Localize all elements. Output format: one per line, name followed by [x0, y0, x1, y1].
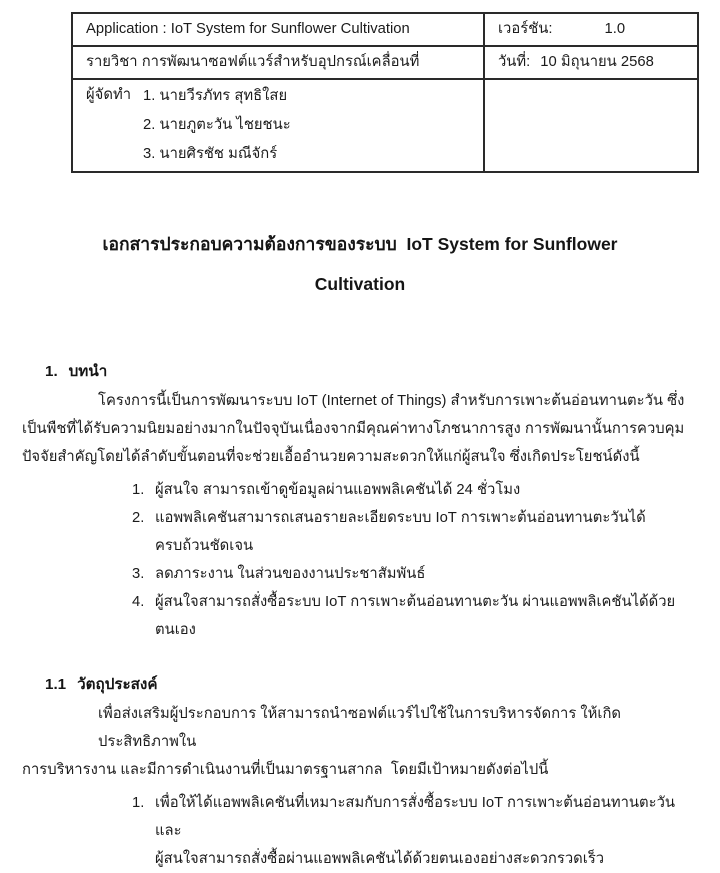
goals-list — [22, 789, 698, 873]
authors-cell — [72, 79, 484, 172]
version-cell — [484, 13, 698, 46]
date-cell — [484, 46, 698, 79]
paragraph-line: การบริหารงาน และมีการดำเนินงานที่เป็นมาตรฐานสากล โดยมีเป้าหมายดังต่อไปนี้ — [22, 762, 549, 778]
empty-cell — [484, 79, 698, 172]
author-item: 2. นายภูตะวัน ไชยชนะ — [143, 117, 291, 133]
document-title-line1: เอกสารประกอบความต้องการของระบบ IoT System for Sunflower — [102, 234, 618, 254]
list-item-number: 2. — [132, 510, 145, 526]
section-objectives-number: 1.1 — [45, 676, 67, 693]
application-cell — [72, 13, 484, 46]
section-intro-title: บทนำ — [68, 363, 108, 380]
list-item-number: 1. — [132, 795, 145, 811]
list-item-text: แอพพลิเคชันสามารถเสนอรายละเอียดระบบ IoT การเพาะต้นอ่อนทานตะวันได้ — [155, 510, 646, 526]
paragraph-line: เป็นพืชที่ได้รับความนิยมอย่างมากในปัจจุบันเนื่องจากมีคุณค่าทางโภชนาการสูง การพัฒนานั้นการควบคุม — [22, 421, 685, 437]
list-item-number: 3. — [132, 566, 145, 582]
course-cell — [72, 46, 484, 79]
benefits-list — [22, 476, 698, 644]
document-title — [22, 224, 698, 304]
list-item — [132, 476, 698, 504]
objectives-paragraph — [22, 700, 698, 784]
table-row — [72, 46, 698, 79]
application-title: Application : IoT System for Sunflower Cultivation — [86, 21, 410, 37]
authors-label: ผู้จัดทำ — [86, 87, 132, 103]
list-item-continuation: ครบถ้วนชัดเจน — [155, 538, 254, 554]
list-item-continuation: ตนเอง — [155, 622, 196, 638]
table-row — [72, 79, 698, 172]
list-item-text: ลดภาระงาน ในส่วนของงานประชาสัมพันธ์ — [155, 566, 426, 582]
list-item-text: ผู้สนใจสามารถสั่งซื้อระบบ IoT การเพาะต้นอ่อนทานตะวัน ผ่านแอพพลิเคชันได้ด้วย — [155, 594, 676, 610]
date-value: 10 มิถุนายน 2568 — [540, 54, 654, 70]
header-table — [71, 12, 699, 173]
version-label: เวอร์ชัน: — [498, 21, 553, 37]
list-item-text: ผู้สนใจ สามารถเข้าดูข้อมูลผ่านแอพพลิเคชันได้ 24 ชั่วโมง — [155, 482, 521, 498]
list-item — [132, 588, 698, 616]
list-item-continuation-clipped: ผู้สนใจสามารถสั่งซื้อผ่านแอพพลิเคชันได้ด้วยตนเองอย่างสะดวกรวดเร็ว — [155, 851, 605, 867]
list-item — [132, 560, 698, 588]
version-value: 1.0 — [604, 21, 626, 37]
course-name: รายวิชา การพัฒนาซอฟต์แวร์สำหรับอุปกรณ์เคลื่อนที่ — [86, 54, 420, 70]
list-item — [132, 789, 698, 845]
section-intro-heading — [45, 358, 698, 386]
intro-paragraph — [22, 387, 698, 471]
list-item-number: 4. — [132, 594, 145, 610]
section-objectives-title: วัตถุประสงค์ — [77, 676, 158, 693]
section-objectives-heading — [45, 671, 698, 699]
document-title-line2: Cultivation — [314, 274, 406, 294]
list-item-text: เพื่อให้ได้แอพพลิเคชันที่เหมาะสมกับการสั่งซื้อระบบ IoT การเพาะต้นอ่อนทานตะวัน และ — [155, 795, 680, 839]
list-item — [132, 504, 698, 532]
paragraph-line: ปัจจัยสำคัญโดยได้ลำดับขั้นตอนที่จะช่วยเอื้ออำนวยความสะดวกให้แก่ผู้สนใจ ซึ่งเกิดประโยชน์ดังนี้ — [22, 449, 640, 465]
paragraph-line: โครงการนี้เป็นการพัฒนาระบบ IoT (Internet of Things) สำหรับการเพาะต้นอ่อนทานตะวัน ซึ่ง — [98, 393, 685, 409]
date-label: วันที่: — [498, 54, 531, 70]
list-item-number: 1. — [132, 482, 145, 498]
author-item: 1. นายวีรภัทร สุทธิใสย — [143, 88, 288, 104]
author-item: 3. นายศิรชัช มณีจักร์ — [143, 146, 278, 162]
table-row — [72, 13, 698, 46]
paragraph-line: เพื่อส่งเสริมผู้ประกอบการ ให้สามารถนำซอฟต์แวร์ไปใช้ในการบริหารจัดการ ให้เกิดประสิทธิภาพใน — [98, 706, 622, 750]
section-intro-number: 1. — [45, 363, 58, 380]
authors-list — [143, 82, 291, 169]
